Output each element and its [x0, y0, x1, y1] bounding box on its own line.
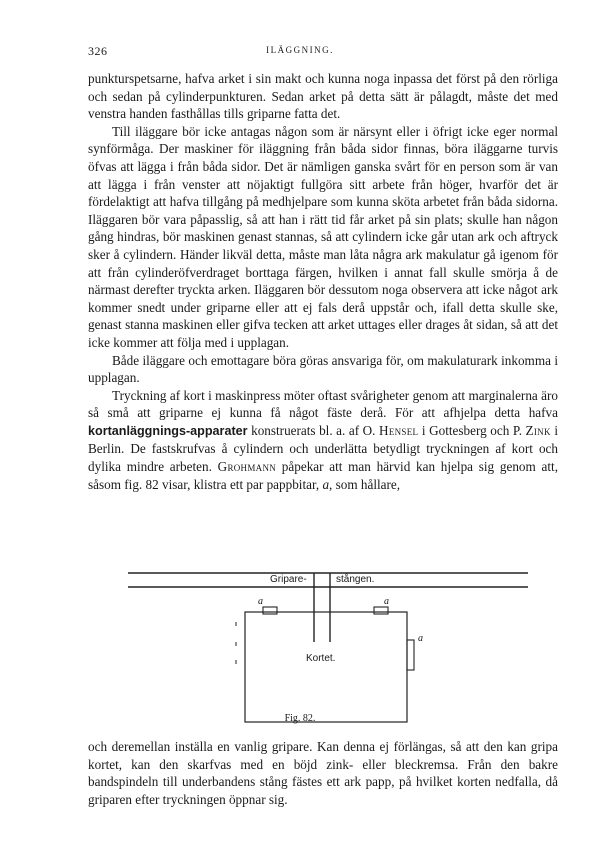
person-name: Grohmann: [217, 459, 277, 475]
letter-a-side: a: [418, 633, 423, 644]
holder-a-right: [374, 607, 388, 614]
figure-82: [0, 560, 600, 730]
text-run: i Gottesberg och P.: [418, 422, 526, 438]
holder-a-left: [263, 607, 277, 614]
card-outline: [245, 612, 407, 722]
bold-term: kortanläggnings-apparater: [88, 423, 248, 438]
text-run: Både iläggare och emottagare böra göras ansvariga för, om makulaturark inkomma i upplagan.: [88, 352, 558, 386]
label-stangen: stången.: [336, 574, 375, 585]
text-run: punkturspetsarne, hafva arket i sin makt och kunna noga inpassa det först på den rörliga och sedan på cylinderpunkturen. Sedan arket på detta sätt är pålagdt, måste det med venstra handen fasthållas tills griparne fatta det.: [88, 71, 558, 122]
label-gripare: Gripare-: [270, 574, 307, 585]
paragraph: [88, 352, 558, 387]
running-title: ILÄGGNING.: [266, 45, 334, 55]
figure-reference-letter: a: [322, 476, 330, 492]
text-run: påpekar att man härvid kan hjelpa sig genom att, såsom fig. 82 visar, klistra ett par pappbitar,: [88, 459, 558, 492]
page-number: 326: [88, 44, 108, 58]
letter-a-left: a: [258, 596, 263, 607]
letter-a-right: a: [384, 596, 389, 607]
person-name: Hensel: [379, 422, 419, 438]
paragraph: [88, 70, 558, 123]
paragraph: [88, 387, 558, 494]
text-run: , som hållare,: [329, 476, 401, 492]
paragraph: [88, 738, 558, 808]
text-run: Till iläggare bör icke antagas någon som är närsynt eller i öfrigt icke eger normal synförmåga. Der maskiner för iläggning från båda sidor finnas, böra iläggarne turvis öfvas att lägga i från båda sidor. Det är nämligen ganska svårt för en person som är van att lägga i från venster att nöjaktigt fullgöra sitt arbete från höger, hvarför det är fördelaktigt att hafva tillgång på medhjelpare som kunna sköta arbetet från båda sidorna. Iläggaren bör vara påpasslig, så att han i rätt tid får arket på sin plats; skulle han någon gång hindras, bör maskinen genast stannas, så att cylindern icke går utan ark och aftryck sker å cylindern. Händer likväl detta, måste man låta några ark makulatur gå igenom för att från cylinderöfverdraget borttaga färgen, hvilken i annat fall skulle smörja å de närmast derefter tryckta arken. Iläggaren bör dessutom noga observera att icke något ark kommer snedt under griparne eller att ej fals derå uppstår och, ifall detta skulle ske, genast stanna maskinen eller gifva tecken att arket uttages eller drages åt sidan, så att det icke kommer att följa med i upplagan.: [88, 123, 558, 350]
text-run: Tryckning af kort i maskinpress möter oftast svårigheter genom att marginalerna äro så små att griparne ej kunna få något fäste derå. För att afhjelpa detta hafva: [88, 387, 558, 421]
holder-a-side: [407, 640, 414, 670]
figure-caption: Fig. 82.: [284, 713, 316, 724]
text-run: och deremellan inställa en vanlig gripare. Kan denna ej förlängas, så att den kan gripa kortet, kan den skarfvas med en böjd zink- eller bleckremsa. Från den bakre bandspindeln till underbandens stång fästes ett ark papp, på hvilket korten nedfalla, då griparen efter tryckningen öppnar sig.: [88, 739, 558, 807]
figure-82-drawing: [0, 560, 600, 730]
text-run: konstruerats bl. a. af O.: [247, 422, 380, 438]
body-text-top: [88, 70, 558, 493]
text-run: i Berlin. De fastskrufvas å cylindern och underlätta betydligt tryckningen af kort och dylika mindre arbeten.: [88, 422, 558, 475]
paragraph: [88, 123, 558, 352]
person-name: Zink: [525, 422, 551, 438]
card-label: Kortet.: [306, 653, 336, 664]
body-text-bottom: [88, 738, 558, 808]
